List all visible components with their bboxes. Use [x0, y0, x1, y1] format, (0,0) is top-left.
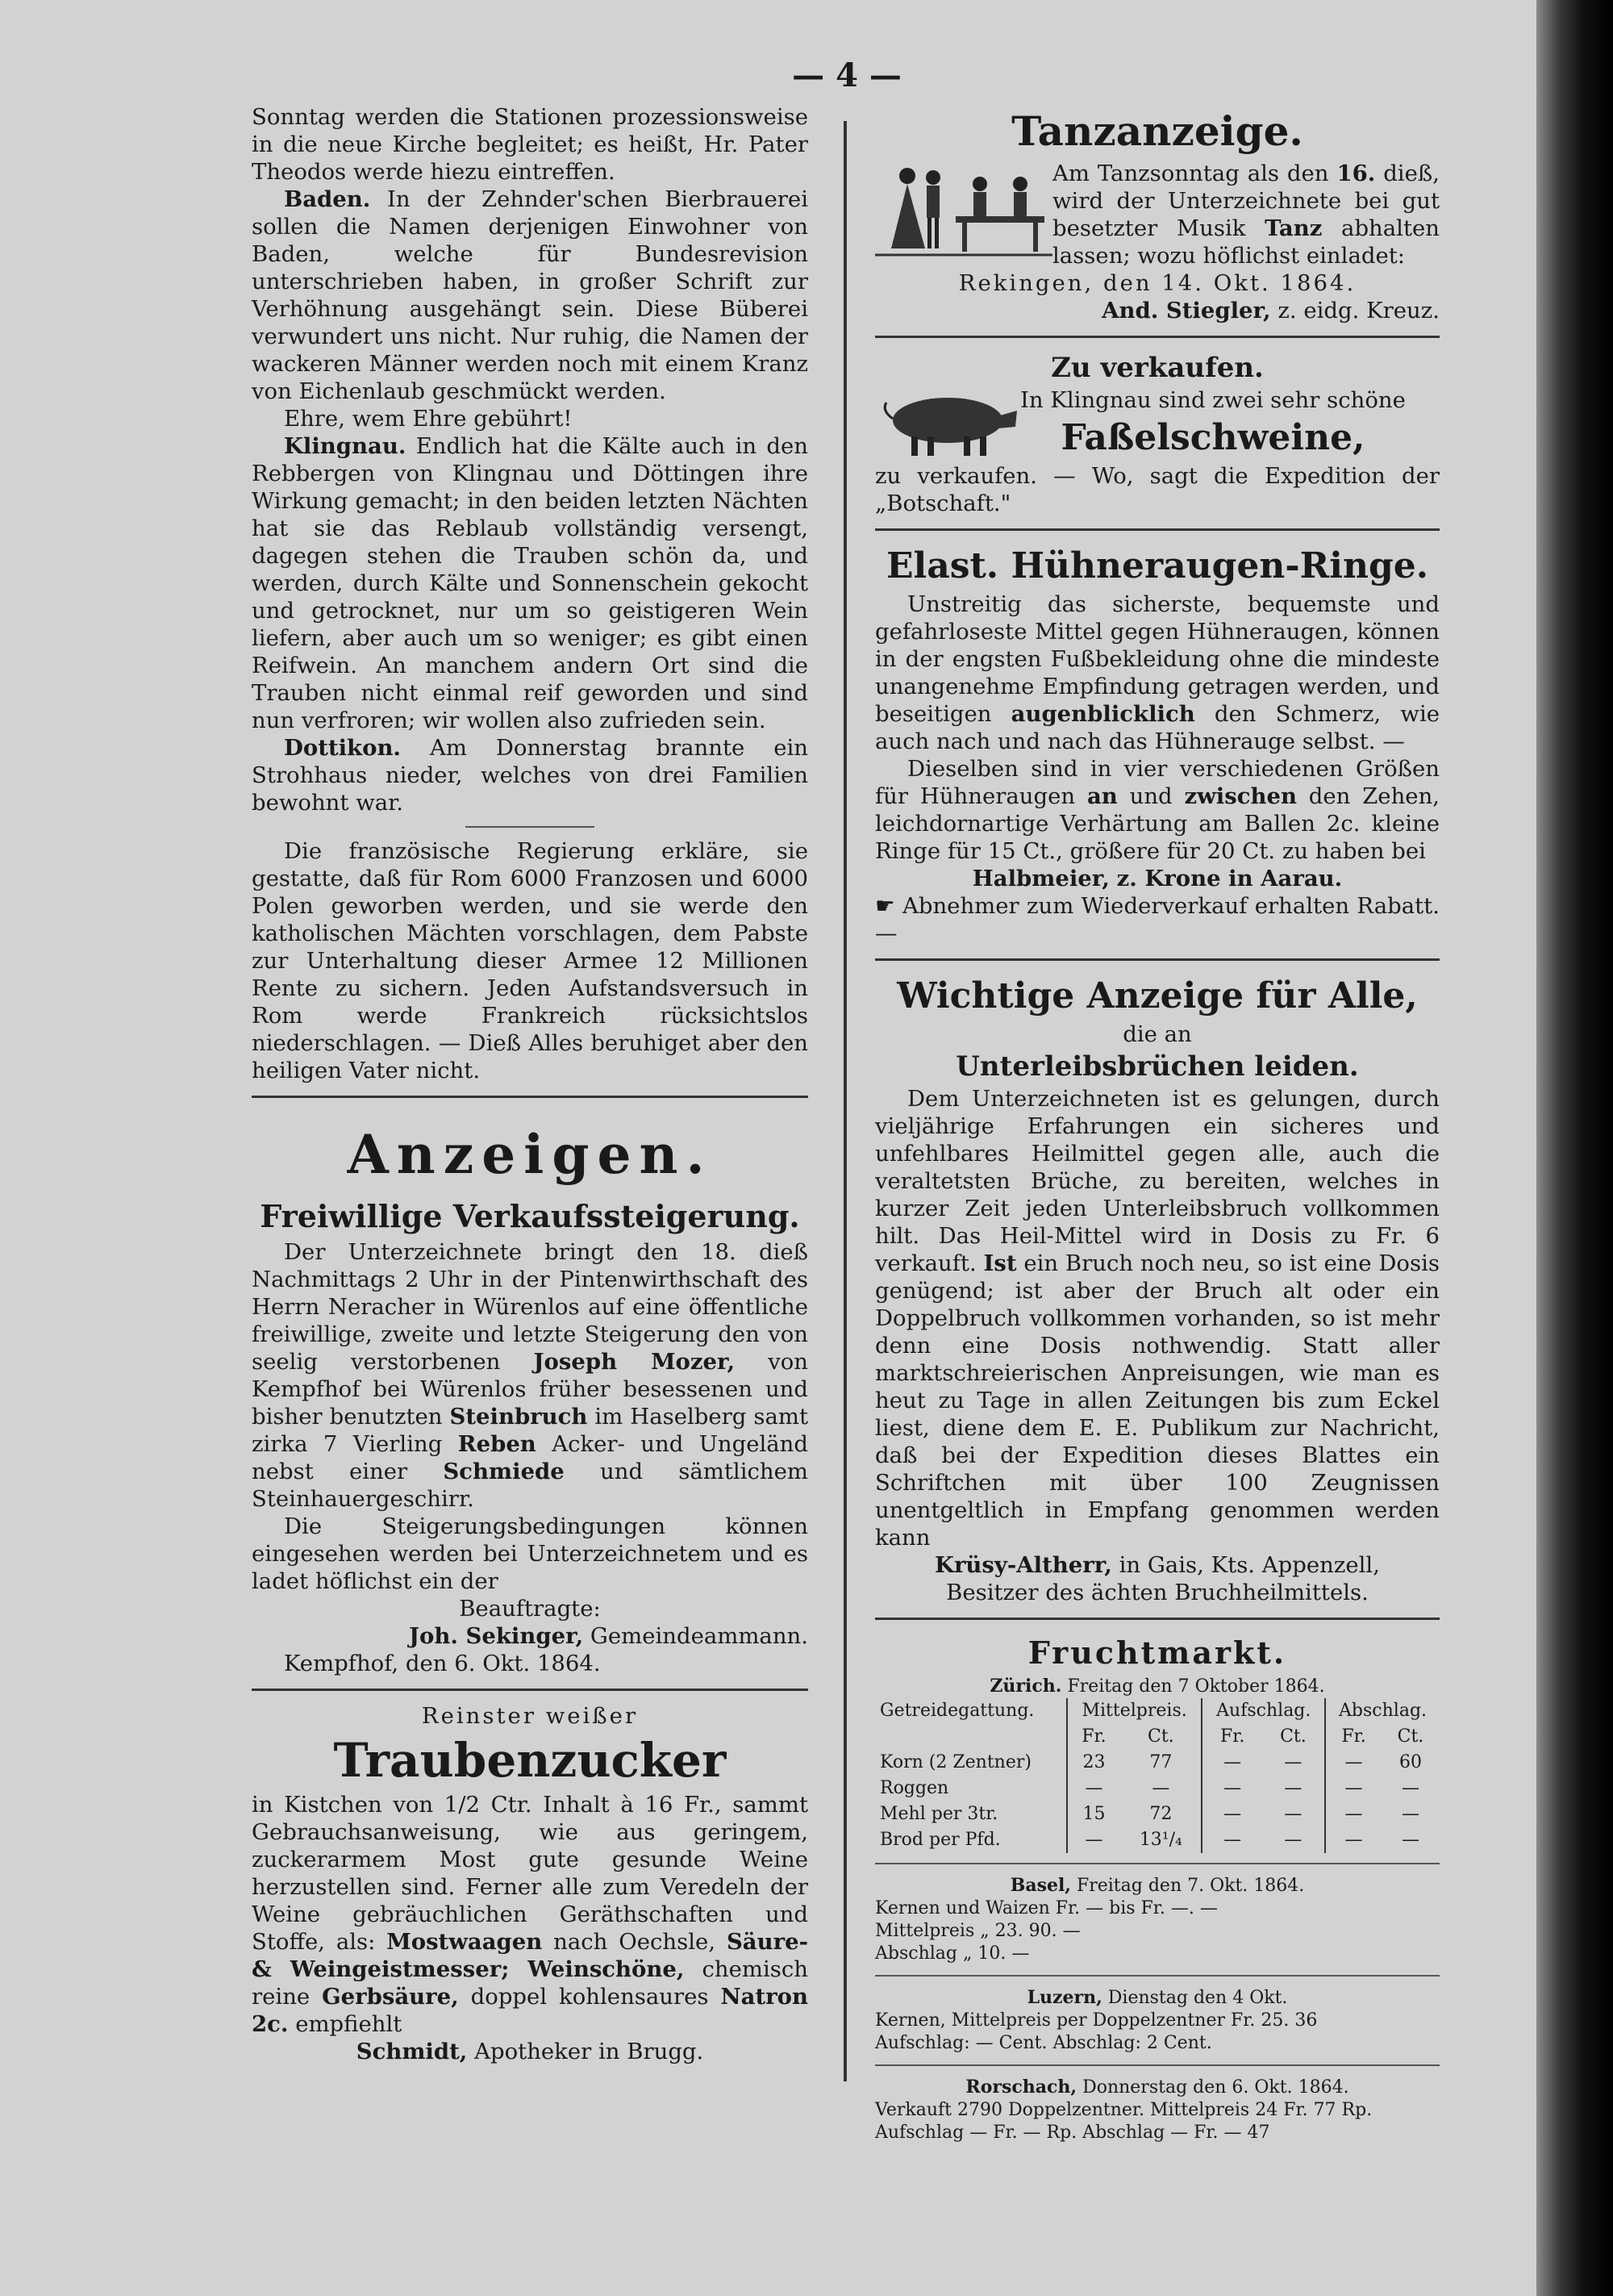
article-baden-lead: Baden. — [284, 186, 371, 212]
article-klingnau-lead: Klingnau. — [284, 433, 406, 459]
zuerich-table — [875, 1698, 1440, 1853]
table-cell: — — [1202, 1776, 1261, 1801]
tz-text-2: nach Oechsle, — [553, 1929, 716, 1955]
ad-verkaufssteigerung-body — [252, 1238, 808, 1513]
tz-natron: Natron 2c. — [252, 1984, 808, 2037]
table-cell: — — [1067, 1776, 1120, 1801]
table-cell: — — [1067, 1827, 1120, 1853]
vk-schmiede: Schmiede — [443, 1459, 565, 1484]
zv-big: Faßelschweine, — [1061, 417, 1365, 458]
unit-blank — [875, 1724, 1067, 1750]
tanz-text-3: abhalten lassen; wozu höflichst einladet: — [1052, 215, 1440, 269]
hr-bold-1: augenblicklich — [1011, 701, 1195, 727]
tz-text-4: doppel kohlensaures — [470, 1984, 709, 2010]
dancers-illustration-icon — [875, 160, 1052, 265]
table-cell: — — [1325, 1827, 1382, 1853]
wa-text-1: Dem Unterzeichneten ist es gelungen, durch vieljährige Erfahrungen ein sicheres und unfehlbares Heilmittel gegen alle, auch die veraltetsten Brüche, zu bereiten, welches in kurzer Zeit jeden Unterleibsbruch vollkommen hilt. Das Heil-Mittel wird in Dosis zu Fr. 6 verkauft. — [875, 1086, 1440, 1276]
table-cell: — — [1152, 1778, 1170, 1798]
tz-signature-rest: Apotheker in Brugg. — [474, 2039, 704, 2064]
vk-text-3: im Haselberg samt zirka 7 Vierling — [252, 1404, 808, 1457]
basel-city: Basel, — [1010, 1875, 1071, 1896]
ad-tanz-body — [1052, 160, 1440, 269]
tz-text-1: in Kistchen von 1/2 Ctr. Inhalt à 16 Fr., sammt Gebrauchsanweisung, wie aus geringem, zuckerarmem Most gute gesunde Weine herzustellen sind. Ferner alle zum Veredeln der Weine gebräuchlichen Geräthschaften und Stoffe, als: — [252, 1792, 808, 1955]
ad-divider — [875, 1618, 1440, 1620]
pointing-hand-icon: ☛ — [875, 893, 895, 919]
article-baden — [252, 186, 808, 405]
wa-die-an: die an — [1123, 1021, 1192, 1047]
table-cell: — — [1325, 1801, 1382, 1827]
vk-beauftragte: Beauftragte: — [459, 1596, 601, 1622]
market-divider — [875, 1863, 1440, 1864]
vk-text-1: Der Unterzeichnete bringt den 18. dieß Nachmittags 2 Uhr in der Pintenwirthschaft des Herrn Neracher in Würenlos auf eine öffentliche freiwillige, zweite und letzte Steigerung den von seelig verstorbenen — [252, 1239, 808, 1375]
tanz-date-number: 16. — [1336, 161, 1376, 186]
table-row — [875, 1750, 1440, 1776]
unit-cell: Ct. — [1148, 1726, 1174, 1747]
fruchtmarkt-title: Fruchtmarkt. — [1027, 1634, 1287, 1671]
basel-header — [875, 1874, 1440, 1897]
vk-text-2: von Kempfhof bei Würenlos früher besessenen und bisher benutzten — [252, 1349, 808, 1430]
article-continuation: Sonntag werden die Stationen prozessionsweise in die neue Kirche begleitet; es heißt, Hr. Pater Theodos werde hiezu eintreffen. — [252, 104, 808, 185]
tanz-date: Rekingen, den 14. Okt. 1864. — [958, 270, 1357, 296]
page-number: — 4 — — [792, 56, 902, 94]
vk-date: Kempfhof, den 6. Okt. 1864. — [284, 1651, 601, 1676]
vk-signature-name: Joh. Sekinger, — [409, 1623, 584, 1649]
ad-tanz-title: Tanzanzeige. — [1011, 107, 1303, 155]
hr-zwischen: zwischen — [1184, 783, 1297, 809]
table-cell: 23 — [1067, 1750, 1120, 1776]
table-cell: 77 — [1149, 1752, 1173, 1772]
table-cell: — — [1325, 1776, 1382, 1801]
article-baden-text: In der Zehnder'schen Bierbrauerei sollen die Namen derjenigen Einwohner von Baden, welche für Bundesrevision unterschrieben haben, in großer Schrift zur Verhöhnung ausgehängt sein. Diese Büberei verwundert uns nicht. Nur ruhig, die Namen der wackeren Männer werden noch mit einem Kranz von Eichenlaub geschmückt werden. — [252, 186, 808, 404]
tanz-text-2: dieß, wird der Unterzeichnete bei gut besetzter Musik — [1052, 161, 1440, 241]
hr-signature-name: Halbmeier, — [972, 866, 1110, 891]
article-rom: Die französische Regierung erkläre, sie gestatte, daß für Rom 6000 Franzosen und 6000 Polen geworben werden, und sie werde den katholischen Mächten vorschlagen, dem Pabste zur Unterhaltung dieser Armee 12 Millionen Rente zu sichern. Jeden Aufstandsversuch in Rom werde Frankreich rücksichtslos niederschlagen. — Dieß Alles beruhiget aber den heiligen Vater nicht. — [252, 838, 808, 1083]
fruchtmarkt-zuerich — [875, 1675, 1440, 2144]
ad-huehneraugen-body-1 — [875, 591, 1440, 755]
table-cell: — — [1325, 1750, 1382, 1776]
table-cell: 13¹/₄ — [1139, 1830, 1182, 1850]
article-klingnau-text: Endlich hat die Kälte auch in den Rebbergen von Klingnau und Döttingen ihre Wirkung gemacht; in den beiden letzten Nächten hat sie das Reblaub vollständig versengt, dagegen stehen die Trauben schön da, und werden, durch Kälte und Sonnenschein gekocht und getrocknet, nur um so geistigeren Wein liefern, aber auch um so weniger; es gibt einen Reifwein. An manchem andern Ort sind die Trauben nicht einmal reif geworden und sind nun verfroren; wir wollen also zufrieden sein. — [252, 433, 808, 733]
vk-steinbruch: Steinbruch — [449, 1404, 588, 1430]
hr-rabatt — [875, 892, 1440, 947]
ad-verkaufen — [875, 386, 1440, 462]
pig-illustration-icon — [875, 386, 1020, 459]
left-column — [252, 103, 808, 2065]
table-cell: — — [1284, 1804, 1302, 1824]
tanz-signature — [875, 297, 1440, 324]
anzeigen-heading: Anzeigen. — [347, 1123, 713, 1186]
table-cell: — — [1202, 1750, 1261, 1776]
vk-text-5: und sämtlichem Steinhauergeschirr. — [252, 1459, 808, 1512]
tanz-bold-word: Tanz — [1265, 215, 1323, 241]
basel-line-1: Kernen und Waizen Fr. — bis Fr. —. — — [875, 1898, 1218, 1918]
tanz-signature-rest: z. eidg. Kreuz. — [1277, 298, 1440, 324]
hr-text-4: den Zehen, leichdornartige Verhärtung am Ballen 2c. kleine Ringe für 15 Ct., größere für 20 Ct. zu haben bei — [875, 783, 1440, 864]
wa-signature-rest: in Gais, Kts. Appenzell, — [1119, 1552, 1380, 1578]
table-cell: 72 — [1149, 1804, 1173, 1824]
hr-text-2: den Schmerz, wie auch nach und nach das Hühnerauge selbst. — — [875, 701, 1440, 754]
tanz-signature-name: And. Stiegler, — [1102, 298, 1271, 324]
table-cell: — — [1202, 1827, 1261, 1853]
tz-mostwaagen: Mostwaagen — [386, 1929, 543, 1955]
wa-signature-line2: Besitzer des ächten Bruchheilmittels. — [946, 1580, 1369, 1605]
tz-signature-name: Schmidt, — [356, 2039, 468, 2064]
table-cell: Roggen — [880, 1778, 949, 1798]
luzern-line-2: Aufschlag: — Cent. Abschlag: 2 Cent. — [875, 2033, 1212, 2053]
hr-signature-rest: z. Krone in Aarau. — [1116, 866, 1343, 891]
article-klingnau — [252, 432, 808, 734]
rorschach-header — [875, 2076, 1440, 2099]
rorschach-city: Rorschach, — [965, 2077, 1077, 2098]
article-dottikon-text: Am Donnerstag brannte ein Strohhaus nieder, welches von drei Familien bewohnt war. — [252, 735, 808, 816]
table-cell: — — [1401, 1830, 1419, 1850]
luzern-line-1: Kernen, Mittelpreis per Doppelzentner Fr. 25. 36 — [875, 2010, 1318, 2031]
table-cell: — — [1401, 1804, 1419, 1824]
basel-date: Freitag den 7. Okt. 1864. — [1076, 1876, 1305, 1896]
vk-reben: Reben — [457, 1431, 536, 1457]
unit-cell: Fr. — [1067, 1724, 1120, 1750]
table-cell: Korn (2 Zentner) — [880, 1752, 1032, 1772]
header-getreide: Getreidegattung. — [880, 1701, 1035, 1721]
ad-verkaufen-text — [1020, 386, 1406, 462]
tz-text-5: empfiehlt — [295, 2011, 402, 2037]
ad-huehneraugen-body-2 — [875, 755, 1440, 865]
hr-signature — [875, 865, 1440, 892]
table-cell: 15 — [1067, 1801, 1120, 1827]
ad-divider — [875, 958, 1440, 961]
wa-subtitle: Unterleibsbrüchen leiden. — [956, 1050, 1359, 1083]
rorschach-date: Donnerstag den 6. Okt. 1864. — [1082, 2077, 1349, 2098]
wa-text-2: ein Bruch noch neu, so ist eine Dosis genügend; ist aber der Bruch alt oder ein Doppelbruch vollkommen vorhanden, so ist mehr denn eine Dosis nothwendig. Statt aller marktschreierischen Anpreisungen, wie man es heut zu Tage in allen Zeitungen bis zum Eckel liest, diene dem E. E. Publikum zur Nachricht, daß bei der Expedition dieses Blattes ein Schriftchen mit über 100 Zeugnissen unentgeltlich in Empfang genommen werden kann — [875, 1250, 1440, 1551]
ad-traubenzucker-body — [252, 1791, 808, 2038]
wa-signature-name: Krüsy-Altherr, — [935, 1552, 1112, 1578]
wa-signature — [875, 1551, 1440, 1579]
tanz-text-1: Am Tanzsonntag als den — [1052, 161, 1329, 186]
header-mittelpreis: Mittelpreis. — [1067, 1698, 1202, 1724]
ad-traubenzucker-title: Traubenzucker — [333, 1733, 727, 1788]
ad-wichtige-anzeige-body — [875, 1085, 1440, 1551]
rorschach-line-2: Aufschlag — Fr. — Rp. Abschlag — Fr. — 47 — [875, 2123, 1270, 2143]
table-cell: — — [1284, 1778, 1302, 1798]
right-column — [875, 103, 1440, 2144]
ad-divider — [875, 336, 1440, 338]
table-row — [875, 1776, 1440, 1801]
ad-verkaufssteigerung-title: Freiwillige Verkaufssteigerung. — [260, 1198, 800, 1234]
table-row — [875, 1801, 1440, 1827]
unit-cell: Ct. — [1397, 1726, 1424, 1747]
tz-saeure: Säure- & Weingeistmesser; Weinschöne, — [252, 1929, 809, 1982]
ad-divider — [252, 1689, 808, 1691]
table-cell: 60 — [1398, 1752, 1422, 1772]
table-cell: — — [1401, 1778, 1419, 1798]
zuerich-header — [875, 1675, 1440, 1698]
market-divider — [875, 1975, 1440, 1977]
vk-name: Joseph Mozer, — [533, 1349, 736, 1375]
hr-text-5: Abnehmer zum Wiederverkauf erhalten Rabatt. — — [875, 893, 1440, 946]
vk-signature — [252, 1622, 808, 1650]
vk-text-6: Die Steigerungsbedingungen können eingesehen werden bei Unterzeichnetem und es ladet höflichst ein der — [252, 1513, 808, 1594]
ad-verkaufen-title: Zu verkaufen. — [1051, 352, 1264, 384]
article-dottikon — [252, 734, 808, 816]
unit-cell: Fr. — [1325, 1724, 1382, 1750]
zuerich-city: Zürich. — [990, 1676, 1062, 1697]
ad-divider — [875, 528, 1440, 531]
luzern-header — [875, 1986, 1440, 2010]
table-unit-row — [875, 1724, 1440, 1750]
wa-ist: Ist — [983, 1250, 1017, 1276]
table-cell: — — [1202, 1801, 1261, 1827]
header-abschlag: Abschlag. — [1325, 1698, 1440, 1724]
table-row — [875, 1827, 1440, 1853]
tz-gerbsaeure: Gerbsäure, — [322, 1984, 459, 2010]
hr-an: an — [1086, 783, 1118, 809]
unit-cell: Fr. — [1202, 1724, 1261, 1750]
tz-text-3: chemisch reine — [252, 1956, 808, 2010]
tz-pre: Reinster weißer — [421, 1703, 639, 1729]
table-header-row — [875, 1698, 1440, 1724]
header-aufschlag: Aufschlag. — [1202, 1698, 1325, 1724]
vk-text-4: Acker- und Ungeländ nebst einer — [252, 1431, 808, 1484]
ad-huehneraugen-title: Elast. Hühneraugen-Ringe. — [886, 545, 1429, 587]
unit-cell: Ct. — [1280, 1726, 1307, 1747]
ad-tanz — [875, 160, 1440, 269]
hr-text-3: Dieselben sind in vier verschiedenen Größen für Hühneraugen — [875, 756, 1440, 809]
luzern-city: Luzern, — [1027, 1987, 1102, 2008]
table-cell: — — [1284, 1752, 1302, 1772]
tz-signature — [252, 2038, 808, 2065]
zv-text-1: In Klingnau sind zwei sehr schöne — [1020, 387, 1406, 413]
basel-line-2: Mittelpreis „ 23. 90. — — [875, 1921, 1081, 1941]
short-divider — [465, 826, 594, 828]
article-baden-motto: Ehre, wem Ehre gebührt! — [284, 406, 573, 432]
article-dottikon-lead: Dottikon. — [284, 735, 402, 761]
hr-text-1: Unstreitig das sicherste, bequemste und gefahrloseste Mittel gegen Hühneraugen, können in der engsten Fußbekleidung ohne die mindeste unangenehme Empfindung getragen werden, und beseitigen — [875, 591, 1440, 727]
table-cell: — — [1284, 1830, 1302, 1850]
luzern-date: Dienstag den 4 Okt. — [1107, 1988, 1288, 2008]
hr-und: und — [1129, 783, 1173, 809]
table-cell: Mehl per 3tr. — [880, 1804, 998, 1824]
zv-text-2: zu verkaufen. — Wo, sagt die Expedition der „Botschaft." — [875, 463, 1440, 516]
column-rule — [844, 121, 847, 2081]
market-divider — [875, 2064, 1440, 2066]
section-divider — [252, 1096, 808, 1098]
book-spine — [1536, 0, 1613, 2296]
zuerich-date: Freitag den 7 Oktober 1864. — [1067, 1676, 1325, 1697]
table-cell: Brod per Pfd. — [880, 1830, 1001, 1850]
basel-line-3: Abschlag „ 10. — — [875, 1943, 1030, 1964]
ad-wichtige-anzeige-title: Wichtige Anzeige für Alle, — [897, 975, 1418, 1017]
rorschach-line-1: Verkauft 2790 Doppelzentner. Mittelpreis 24 Fr. 77 Rp. — [875, 2100, 1373, 2120]
vk-signature-title: Gemeindeammann. — [590, 1623, 808, 1649]
